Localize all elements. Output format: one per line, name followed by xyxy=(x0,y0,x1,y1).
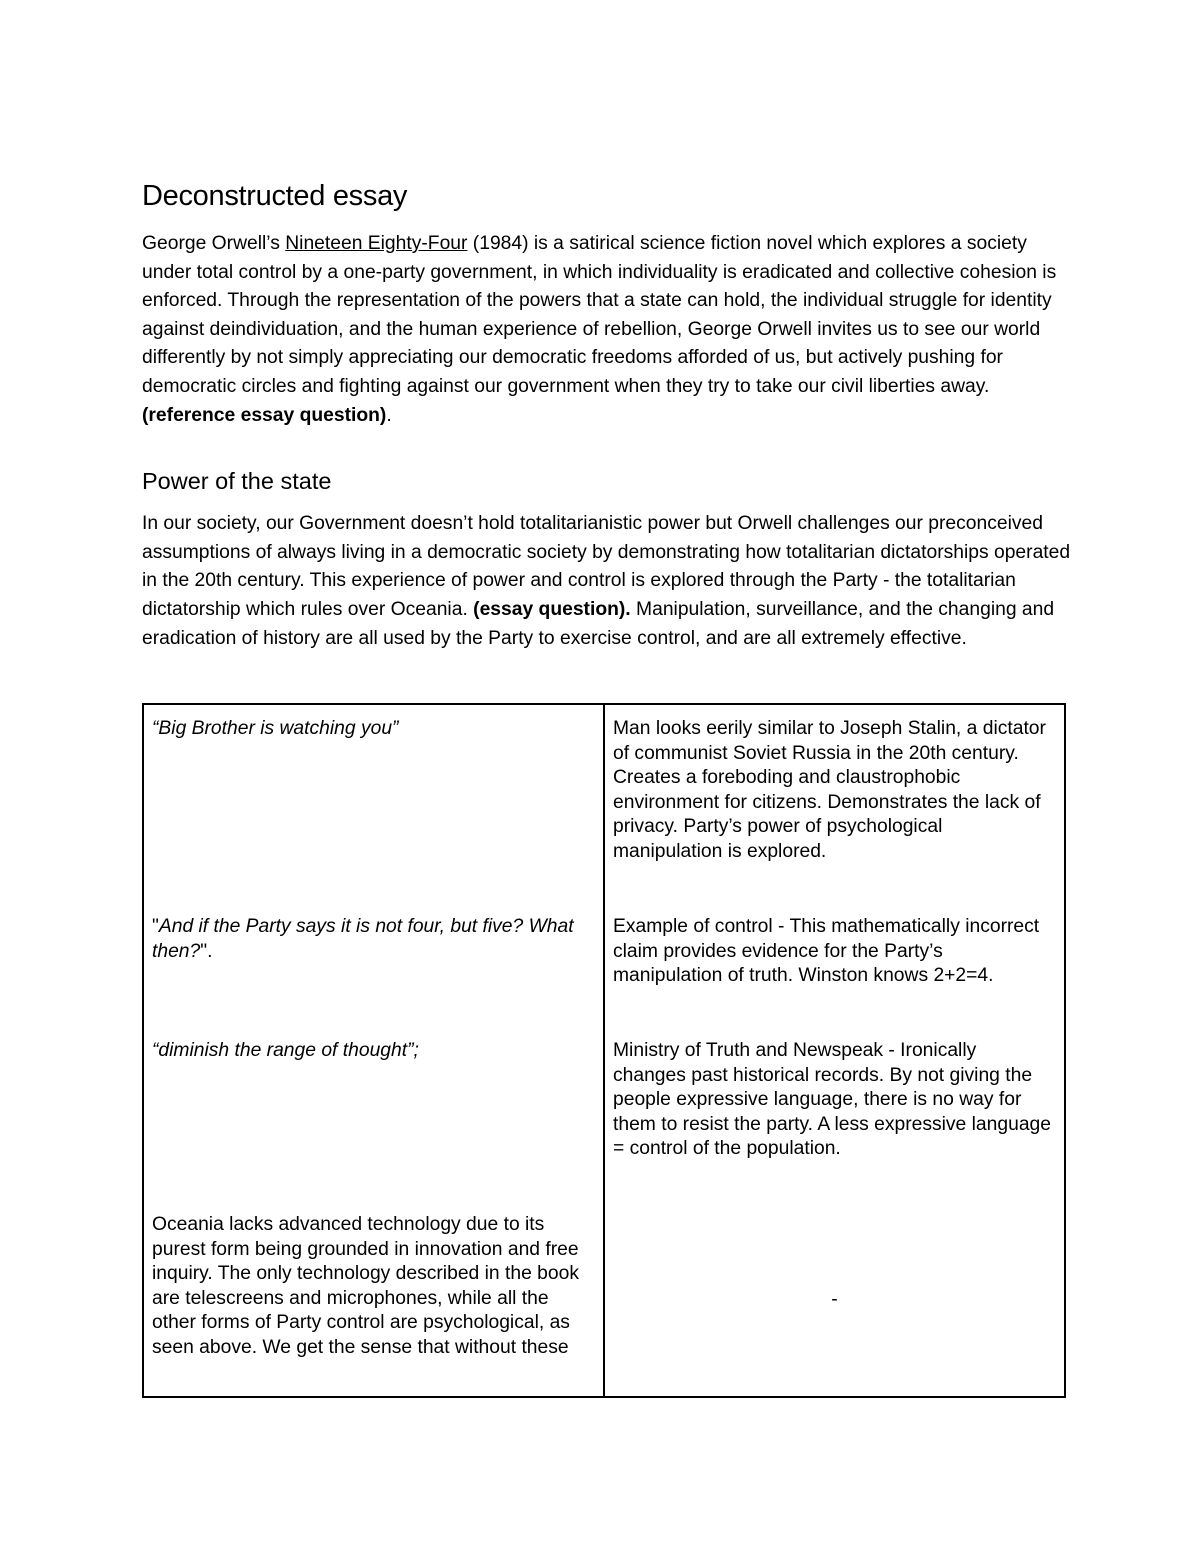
quotes-column xyxy=(143,704,604,1397)
quote-open-mark: " xyxy=(152,916,159,937)
novel-title: Nineteen Eighty-Four xyxy=(285,233,468,254)
intro-text-start: George Orwell’s xyxy=(142,233,286,254)
analysis-table xyxy=(142,703,1066,1398)
analysis-four-five: Example of control - This mathematically incorrect claim provides evidence for the Party’s manipulation of truth. Winston knows 2+2=4. xyxy=(613,916,1040,987)
quote-close-mark: ". xyxy=(200,940,213,962)
intro-text-body: (1984) is a satirical science fiction novel which explores a society under total control by a one-party government, in which individuality is eradicated and collective cohesion is enforced. Through the representation of the powers that a state can hold, the individual struggle for identity against deindividuation, and the human experience of rebellion, George Orwell invites us to see our world differently by not simply appreciating our democratic freedoms afforded of us, but actively pushing for democratic circles and fighting against our government when they try to take our civil liberties away. xyxy=(142,233,1057,397)
table-row xyxy=(143,704,1065,1397)
quote-four-five-text: And if the Party says it is not four, but five? What then? xyxy=(152,916,574,962)
section-heading: Power of the state xyxy=(142,468,332,495)
essay-question-label: (essay question). xyxy=(473,598,631,620)
document-title: Deconstructed essay xyxy=(142,180,408,212)
quote-diminish-thought: “diminish the range of thought”; xyxy=(152,1040,419,1061)
analysis-diminish-thought: Ministry of Truth and Newspeak - Ironically changes past historical records. By not giving the people expressive language, there is no way for them to resist the party. A less expressive language = control of the population. xyxy=(613,1040,1051,1160)
intro-paragraph xyxy=(142,230,1077,430)
section-text-end: Manipulation, surveillance, and the changing and eradication of history are all used by the Party to exercise control, and are all extremely effective. xyxy=(142,598,1055,649)
reference-essay-question: (reference essay question) xyxy=(142,404,387,426)
quote-four-five xyxy=(152,915,593,964)
intro-text-end: . xyxy=(386,404,392,426)
section-paragraph xyxy=(142,510,1077,653)
analysis-big-brother: Man looks eerily similar to Joseph Stalin, a dictator of communist Soviet Russia in the 20th century. Creates a foreboding and claustrophobic environment for citizens. Demonstrates the lack of privacy. Party’s power of psychological manipulation is explored. xyxy=(613,718,1046,862)
quote-big-brother: “Big Brother is watching you” xyxy=(152,718,399,739)
section-text-start: In our society, our Government doesn’t hold totalitarianistic power but Orwell challenges our preconceived assumptions of always living in a democratic society by demonstrating how totalitarian dictatorships operated in the 20th century. This experience of power and control is explored through the Party - the totalitarian dictatorship which rules over Oceania. xyxy=(142,513,1071,620)
analysis-column xyxy=(604,704,1065,1397)
empty-cell-dash: - xyxy=(831,1289,838,1310)
technology-note: Oceania lacks advanced technology due to its purest form being grounded in innovation and free inquiry. The only technology described in the book are telescreens and microphones, while all the other forms of Party control are psychological, as seen above. We get the sense that without these xyxy=(152,1214,579,1358)
document-page xyxy=(142,178,1077,1358)
